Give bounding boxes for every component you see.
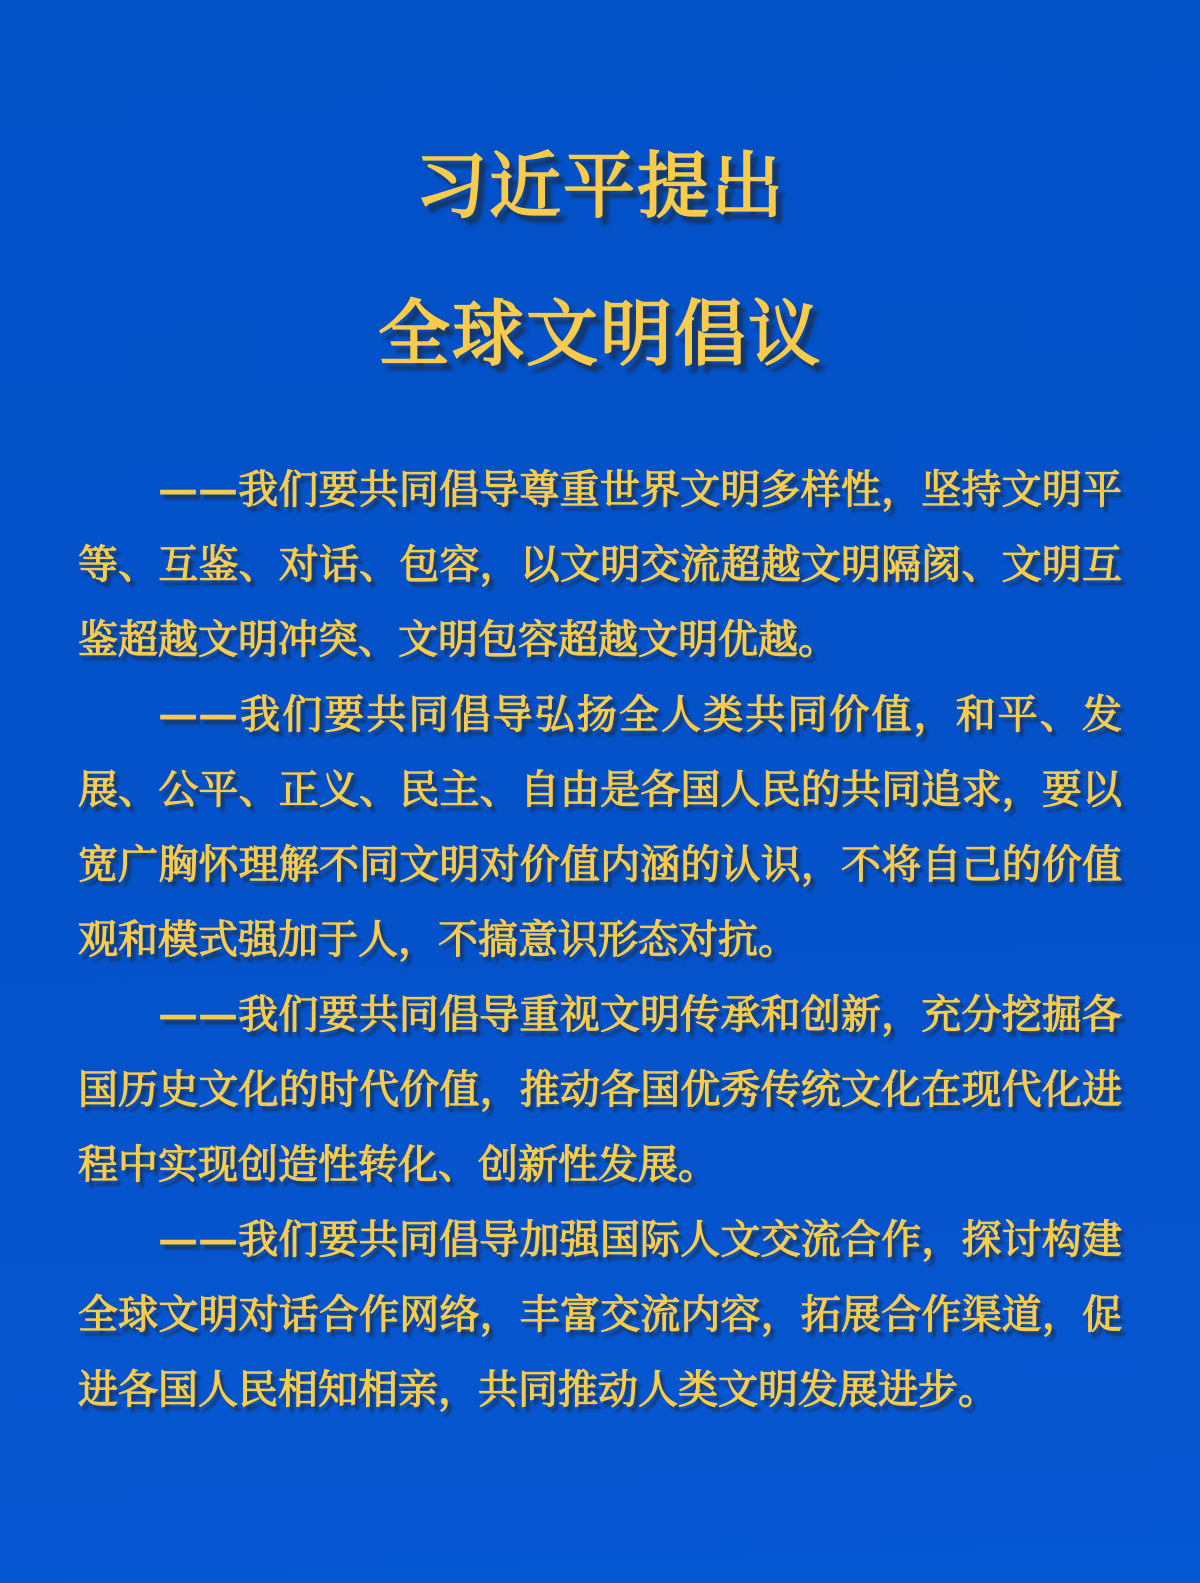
paragraph-respect-diversity: ——我们要共同倡导尊重世界文明多样性，坚持文明平等、互鉴、对话、包容，以文明交流超越文明隔阂、文明互鉴超越文明冲突、文明包容超越文明优越。 [78, 466, 1122, 663]
poster-title-line-2: 全球文明倡议 [377, 291, 822, 376]
poster-title [0, 0, 1200, 408]
poster-body [78, 452, 1122, 1427]
paragraph-common-values: ——我们要共同倡导弘扬全人类共同价值，和平、发展、公平、正义、民主、自由是各国人民的共同追求，要以宽广胸怀理解不同文明对价值内涵的认识，不将自己的价值观和模式强加于人，不搞意识形态对抗。 [78, 691, 1122, 963]
paragraph-people-exchange: ——我们要共同倡导加强国际人文交流合作，探讨构建全球文明对话合作网络，丰富交流内容，拓展合作渠道，促进各国人民相知相亲，共同推动人类文明发展进步。 [78, 1216, 1122, 1413]
paragraph-heritage-innovation: ——我们要共同倡导重视文明传承和创新，充分挖掘各国历史文化的时代价值，推动各国优秀传统文化在现代化进程中实现创造性转化、创新性发展。 [78, 991, 1122, 1188]
poster-title-line-1: 习近平提出 [414, 143, 785, 228]
